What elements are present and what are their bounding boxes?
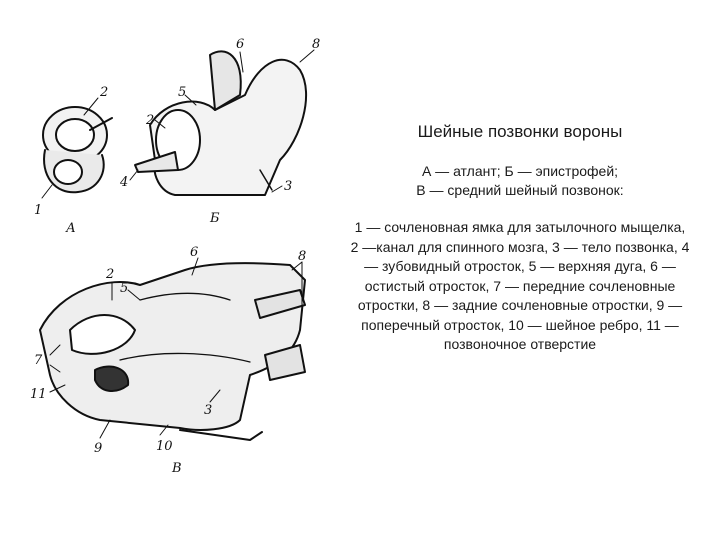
axis-drawing: [130, 50, 314, 195]
label-axis-4: 4: [120, 175, 129, 190]
atlas-drawing: [42, 98, 112, 198]
label-middle-2: 2: [106, 267, 115, 282]
panel-label-a: А: [66, 221, 76, 236]
panel-label-b: Б: [210, 211, 220, 226]
panel-legend: [340, 162, 700, 200]
label-middle-5: 5: [120, 281, 129, 296]
legend-line: В — средний шейный позвонок:: [416, 182, 624, 198]
label-atlas-2: 2: [100, 85, 109, 100]
vertebrae-illustration: [0, 0, 340, 540]
label-axis-8: 8: [312, 37, 321, 52]
page-title: Шейные позвонки вороны: [417, 122, 623, 141]
label-middle-3: 3: [204, 403, 213, 418]
label-middle-6: 6: [190, 245, 199, 260]
label-axis-3: 3: [284, 179, 293, 194]
parts-description: 1 — сочленовная ямка для затылочного мыщелка, 2 —канал для спинного мозга, 3 — тело позвонка, 4 — зубовидный отросток, 5 — верхняя дуга, 6 — остистый отросток, 7 — передние сочленовные отростки, 8 — задние сочленовные отростки, 9 — поперечный отросток, 10 — шейное ребро, 11 — позвоночное отверстие: [350, 219, 690, 352]
middle-vertebra-drawing: [40, 258, 305, 440]
label-middle-7: 7: [34, 353, 43, 368]
label-axis-2: 2: [146, 113, 155, 128]
panel-label-v: В: [172, 461, 182, 476]
label-axis-5: 5: [178, 85, 187, 100]
label-middle-8: 8: [298, 249, 307, 264]
label-atlas-1: 1: [34, 203, 43, 218]
caption-panel: [340, 122, 700, 355]
label-middle-9: 9: [94, 441, 103, 456]
label-axis-6: 6: [236, 37, 245, 52]
legend-line: А — атлант; Б — эпистрофей;: [421, 163, 619, 179]
label-middle-10: 10: [156, 439, 173, 454]
label-middle-11: 11: [30, 387, 47, 402]
